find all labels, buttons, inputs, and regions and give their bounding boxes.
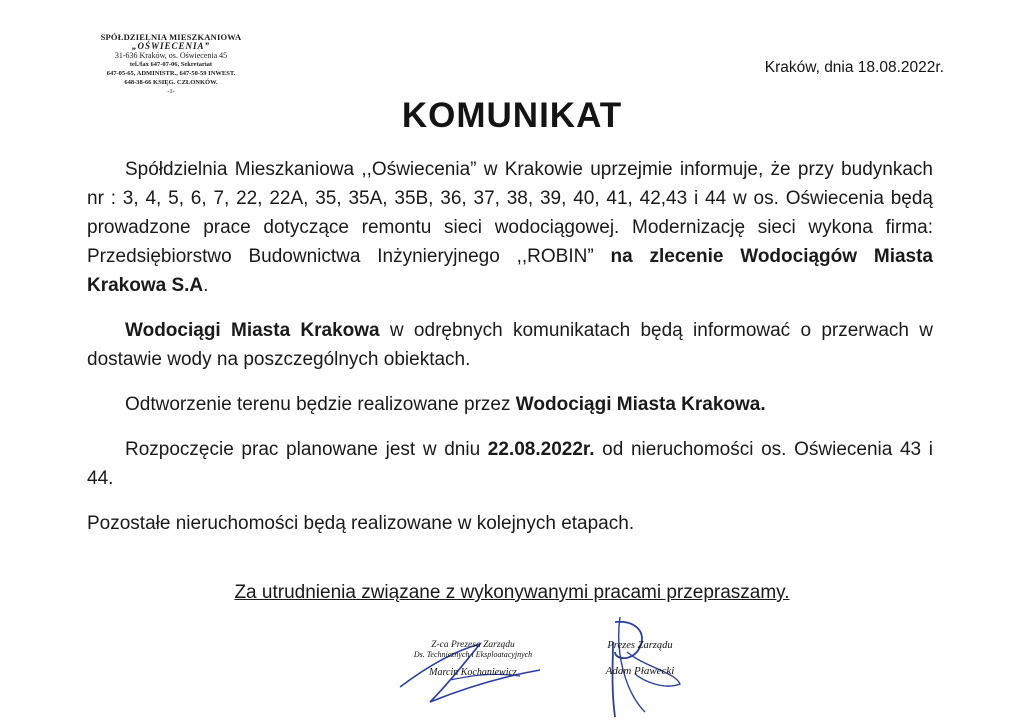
paragraph-text: Spółdzielnia Mieszkaniowa ,,Oświecenia” w Krakowie uprzejmie informuje, że przy budynkach nr : 3, 4, 5, 6, 7, 22, 22A, 35, 35A, 35B, 36, 37, 38, 39, 40, 41, 42,43 i 44 w os. Oświecenia będą prowadzone prace dotyczące remontu sieci wodociągowej. Modernizację sieci wykona firma: Przedsiębiorstwo Budownictwa Inżynieryjnego ,,ROBIN” [87, 159, 933, 267]
stamp-line: 648-38-66 KSIĘG. CZŁONKÓW. [124, 79, 218, 86]
stamp-line: tel./fax 647-07-06, Sekretariat [129, 61, 213, 68]
stamp-line: „OŚWIECENIA” [131, 41, 211, 51]
paragraph-text: Odtworzenie terenu będzie realizowane przez [125, 394, 516, 415]
stamp-line: SPÓŁDZIELNIA MIESZKANIOWA [100, 32, 242, 42]
paragraph [87, 155, 933, 300]
stamp-line: 647-05-65, ADMINISTR., 647-50-59 INWEST. [106, 70, 236, 77]
place-date: Kraków, dnia 18.08.2022r. [764, 59, 944, 76]
paragraph-text: Pozostałe nieruchomości będą realizowane w kolejnych etapach. [87, 513, 635, 534]
paragraph-text: od nieruchomości os. Oświecenia 43 i 44. [87, 439, 933, 489]
paragraph-bold-text: na zlecenie Wodociągów Miasta Krakowa S.A [87, 246, 933, 296]
stamp-line: 31-636 Kraków, os. Oświecenia 45 [114, 51, 228, 60]
paragraph-text: Rozpoczęcie prac planowane jest w dniu [125, 439, 488, 460]
document-title: KOMUNIKAT [401, 96, 623, 135]
paragraph-text: w odrębnych komunikatach będą informować o przerwach w dostawie wody na poszczególnych obiektach. [87, 320, 933, 370]
paragraph [87, 390, 933, 419]
paragraph [87, 316, 933, 374]
cooperative-stamp [76, 33, 266, 96]
signature-name: Marcin Kochaniewicz [429, 667, 517, 678]
signature-role: Prezes Zarządu [607, 640, 673, 651]
document-body [87, 155, 933, 538]
paragraph-bold-text: 22.08.2022r. [487, 439, 595, 460]
signature-department: Ds. Technicznych i Eksploatacyjnych [413, 650, 533, 659]
paragraph [87, 509, 933, 538]
signature-right [580, 640, 700, 677]
paragraph-text: . [203, 275, 209, 296]
paragraph-bold-text: Wodociągi Miasta Krakowa [125, 320, 380, 341]
stamp-line: -1- [167, 88, 175, 95]
paragraph [87, 435, 933, 493]
signature-role: Z-ca Prezesa Zarządu [431, 640, 515, 650]
paragraph-bold-text: Wodociągi Miasta Krakowa. [515, 394, 766, 415]
signature-left [383, 640, 563, 678]
closing-apology: Za utrudnienia związane z wykonywanymi pracami przepraszamy. [234, 582, 790, 603]
signature-name: Adam Pławecki [605, 665, 675, 677]
